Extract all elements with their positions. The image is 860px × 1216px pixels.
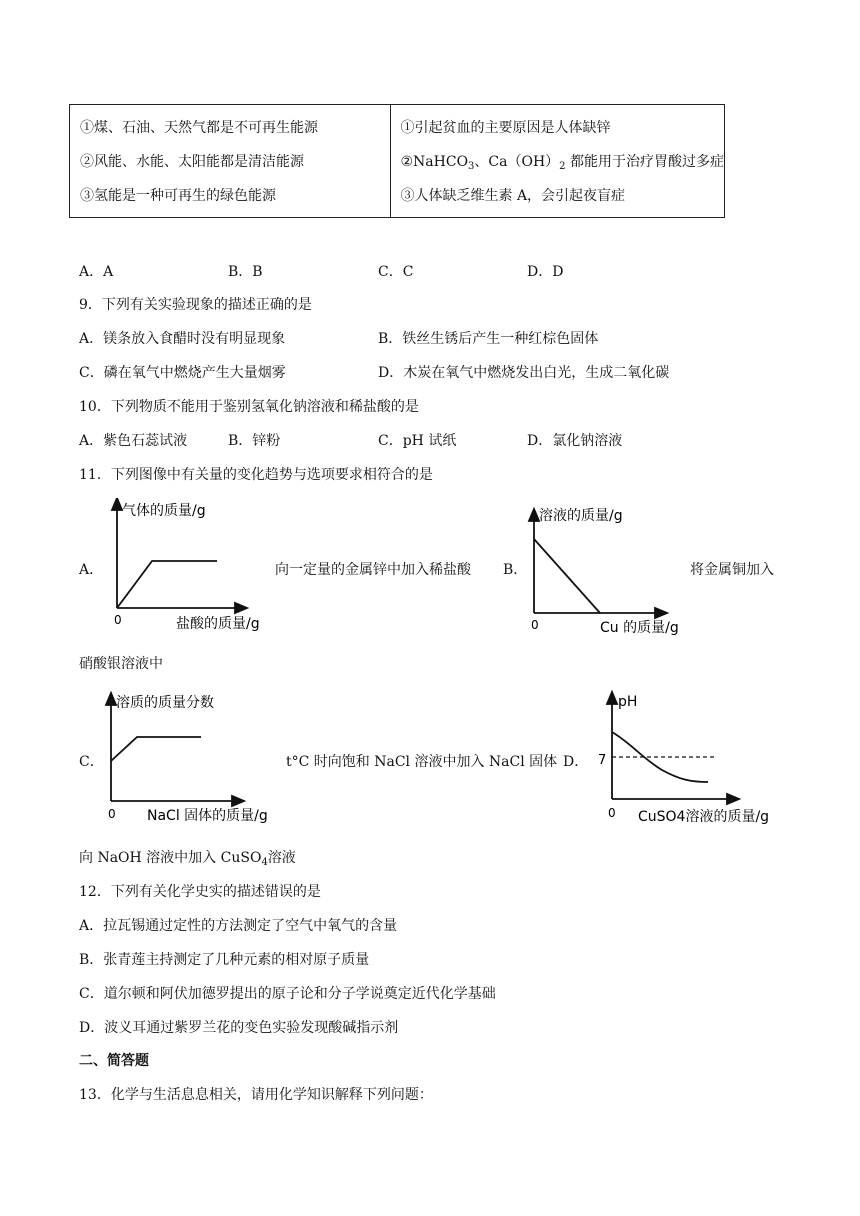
chart-d-origin: 0 — [608, 806, 616, 820]
q9-option-d: D．木炭在氧气中燃烧发出白光，生成二氧化碳 — [378, 365, 670, 381]
table-item: ③氢能是一种可再生的绿色能源 — [80, 188, 276, 204]
table-item: ①煤、石油、天然气都是不可再生能源 — [80, 120, 318, 136]
table-right-cell — [390, 105, 725, 218]
q8-option-a: A．A — [79, 264, 114, 280]
table-item: ③人体缺乏维生素 A，会引起夜盲症 — [400, 188, 626, 204]
chart-b-line — [534, 539, 600, 613]
chart-d-y-ref-label: 7 — [598, 753, 607, 768]
chart-c-xlabel: NaCl 固体的质量/g — [147, 808, 268, 824]
q11-text-b-2: 硝酸银溶液中 — [79, 656, 163, 672]
q10-option-b: B．锌粉 — [228, 433, 281, 449]
q11-text-c: t°C 时向饱和 NaCl 溶液中加入 NaCl 固体 — [286, 754, 558, 770]
chart-b-xlabel: Cu 的质量/g — [600, 620, 679, 636]
q13-stem: 13．化学与生活息息相关，请用化学知识解释下列问题： — [79, 1087, 433, 1103]
q9-stem: 9．下列有关实验现象的描述正确的是 — [79, 297, 312, 313]
q12-stem: 12．下列有关化学史实的描述错误的是 — [79, 884, 321, 900]
q8-option-c: C．C — [378, 264, 414, 280]
q10-option-d: D．氯化钠溶液 — [527, 433, 623, 449]
chart-a — [100, 498, 278, 638]
table-item: ②NaHCO$_3$、$Ca(OH)_2$ 都能用于治疗胃酸过多症 — [400, 154, 724, 172]
chart-a-line — [117, 561, 217, 608]
chart-c-line — [111, 737, 201, 761]
q8-option-d: D．D — [527, 264, 564, 280]
chart-d — [592, 688, 782, 830]
q11-text-b-1: 将金属铜加入 — [690, 562, 774, 578]
chart-d-ylabel: pH — [618, 694, 638, 710]
q12-option-c: C．道尔顿和阿伏加德罗提出的原子论和分子学说奠定近代化学基础 — [79, 986, 496, 1002]
chart-c-origin: 0 — [108, 807, 116, 821]
q9-option-a: A．镁条放入食醋时没有明显现象 — [79, 331, 286, 347]
q11-label-b: B． — [503, 562, 528, 578]
q11-text-d: 向 NaOH 溶液中加入 CuSO$_4$溶液 — [79, 850, 296, 868]
section-heading: 二、简答题 — [79, 1053, 149, 1069]
table-item: ②风能、水能、太阳能都是清洁能源 — [80, 154, 304, 170]
q11-text-a: 向一定量的金属锌中加入稀盐酸 — [275, 562, 471, 578]
q11-label-a: A． — [79, 562, 104, 578]
chart-c — [97, 689, 277, 829]
q11-stem: 11．下列图像中有关量的变化趋势与选项要求相符合的是 — [79, 467, 433, 483]
q9-option-c: C．磷在氧气中燃烧产生大量烟雾 — [79, 365, 286, 381]
chart-b-ylabel: 溶液的质量/g — [539, 508, 623, 524]
q9-option-b: B．铁丝生锈后产生一种红棕色固体 — [378, 331, 599, 347]
table-item: ①引起贫血的主要原因是人体缺锌 — [400, 120, 611, 136]
q10-option-c: C．pH 试纸 — [378, 433, 457, 449]
knowledge-table — [69, 104, 725, 218]
q12-option-b: B．张青莲主持测定了几种元素的相对原子质量 — [79, 952, 370, 968]
chart-d-xlabel: CuSO4溶液的质量/g — [638, 809, 770, 825]
chart-a-xlabel: 盐酸的质量/g — [176, 616, 260, 632]
chart-b-origin: 0 — [531, 618, 539, 632]
q12-option-a: A．拉瓦锡通过定性的方法测定了空气中氧气的含量 — [79, 918, 398, 934]
q8-option-b: B．B — [228, 264, 263, 280]
chart-b — [520, 505, 690, 641]
q10-stem: 10．下列物质不能用于鉴别氢氧化钠溶液和稀盐酸的是 — [79, 399, 419, 415]
q11-label-d: D． — [563, 754, 589, 770]
q10-option-a: A．紫色石蕊试液 — [79, 433, 188, 449]
q11-label-c: C． — [79, 754, 104, 770]
chart-a-origin: 0 — [114, 613, 122, 627]
table-left-cell — [70, 105, 391, 218]
chart-c-ylabel: 溶质的质量分数 — [116, 695, 214, 711]
q12-option-d: D．波义耳通过紫罗兰花的变色实验发现酸碱指示剂 — [79, 1020, 399, 1036]
chart-a-ylabel: 气体的质量/g — [122, 503, 206, 519]
